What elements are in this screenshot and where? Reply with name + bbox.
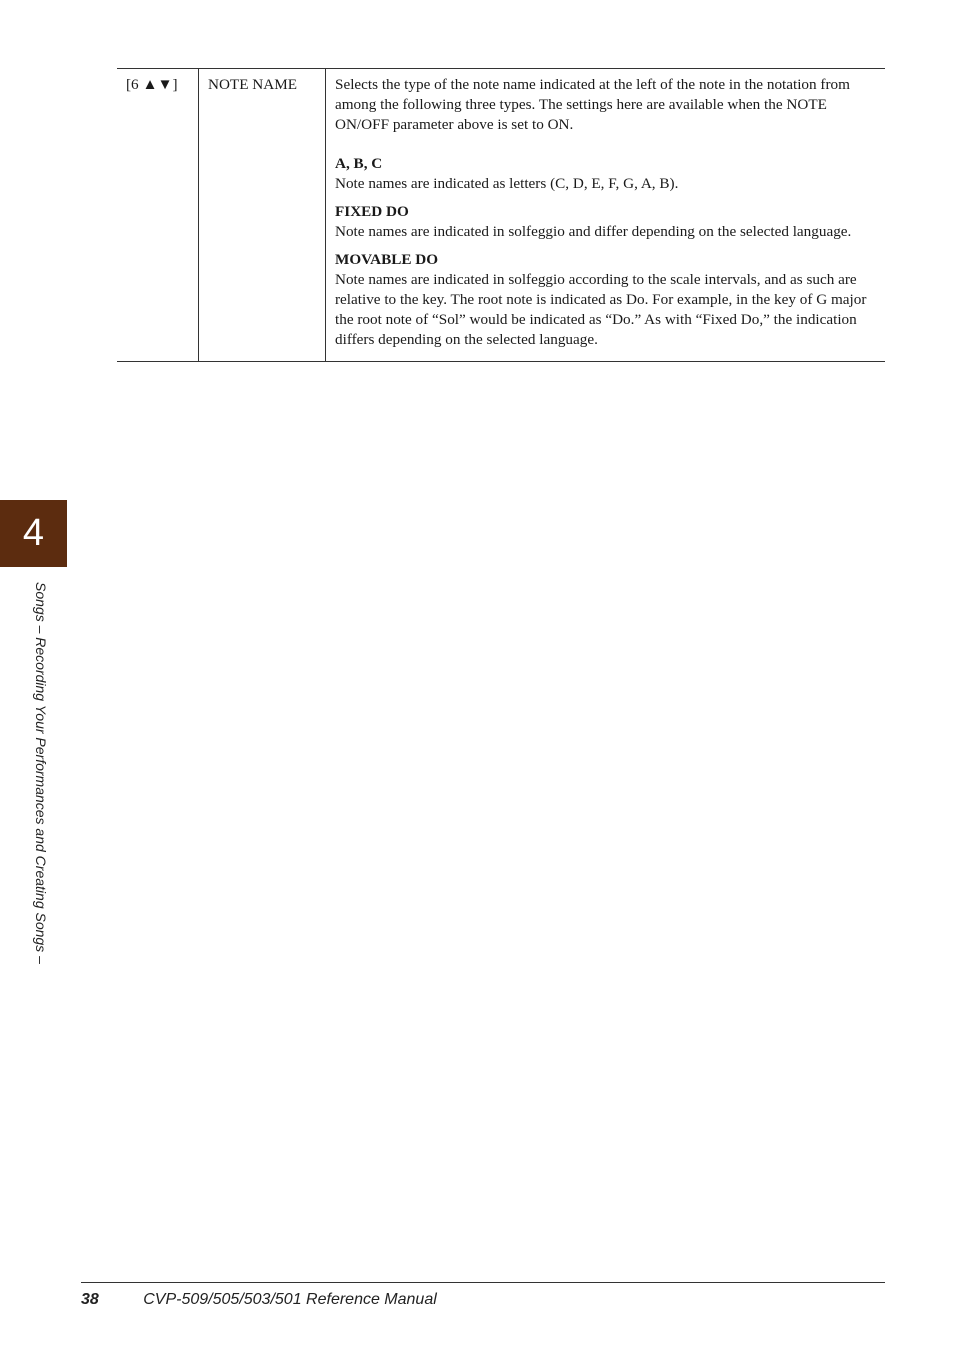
param-name: NOTE NAME — [208, 76, 298, 93]
page-number: 38 — [81, 1291, 99, 1308]
option-abc — [335, 154, 875, 194]
option-movable-do — [335, 250, 875, 350]
manual-title: CVP-509/505/503/501 Reference Manual — [143, 1291, 437, 1308]
parameter-table — [117, 68, 885, 362]
footer — [81, 1291, 437, 1309]
key-label: [6 ▲▼] — [126, 76, 178, 93]
option-body: Note names are indicated as letters (C, D, E, F, G, A, B). — [335, 175, 679, 192]
option-body: Note names are indicated in solfeggio and differ depending on the selected language. — [335, 223, 852, 240]
param-name-cell — [199, 69, 326, 361]
description-intro: Selects the type of the note name indicated at the left of the note in the notation from among the following three types. The settings here are available when the NOTE ON/OFF parameter above is set to ON. — [335, 76, 850, 133]
option-body: Note names are indicated in solfeggio according to the scale intervals, and as such are relative to the key. The root note is indicated as Do. For example, in the key of G major the root note of “Sol” would be indicated as “Do.” As with “Fixed Do,” the indication differs depending on the selected language. — [335, 271, 867, 348]
footer-divider — [81, 1282, 885, 1283]
chapter-tab: 4 — [0, 500, 67, 567]
description-cell — [326, 69, 885, 361]
option-title: MOVABLE DO — [335, 251, 439, 268]
option-title: FIXED DO — [335, 203, 409, 220]
key-cell — [117, 69, 199, 361]
option-title: A, B, C — [335, 155, 383, 172]
chapter-side-title: Songs – Recording Your Performances and Creating Songs – — [33, 582, 49, 964]
option-fixed-do — [335, 202, 875, 242]
